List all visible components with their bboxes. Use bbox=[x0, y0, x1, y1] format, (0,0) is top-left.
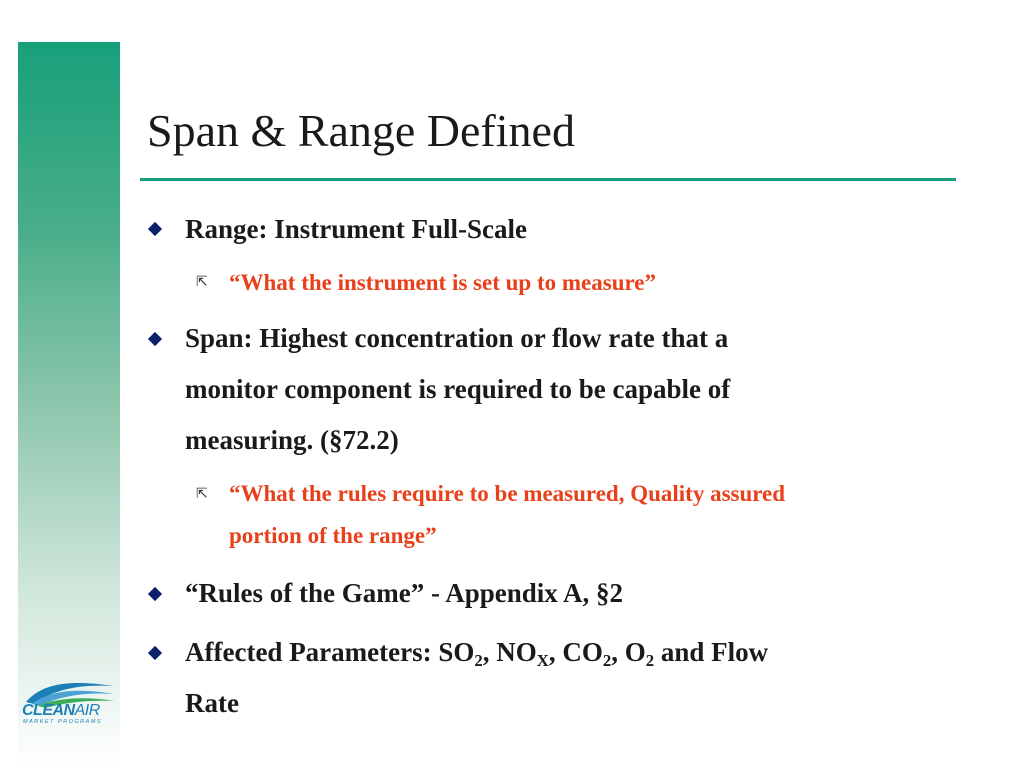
bullet-span-line2: monitor component is required to be capable of bbox=[185, 374, 731, 404]
diamond-icon bbox=[148, 646, 162, 660]
sub-bullet-span-line2: portion of the range” bbox=[229, 523, 437, 548]
logo-tagline: MARKET PROGRAMS bbox=[23, 719, 103, 725]
text-segment: and Flow bbox=[654, 637, 769, 667]
subscript: 2 bbox=[645, 651, 655, 671]
bullet-rules: “Rules of the Game” - Appendix A, §2 bbox=[185, 578, 624, 608]
text-segment: , CO bbox=[548, 637, 603, 667]
diamond-icon bbox=[148, 222, 162, 236]
diamond-icon bbox=[148, 587, 162, 601]
slide-title: Span & Range Defined bbox=[147, 105, 575, 156]
logo-clean: CLEAN bbox=[22, 702, 75, 719]
bullet-range: Range: Instrument Full-Scale bbox=[185, 214, 527, 244]
subscript: 2 bbox=[474, 651, 483, 671]
bullet-affected-parameters-line2: Rate bbox=[185, 688, 239, 718]
logo-air: AIR bbox=[74, 702, 100, 719]
sub-bullet-range: “What the instrument is set up to measure” bbox=[229, 270, 656, 295]
side-gradient-band bbox=[18, 42, 120, 768]
bullet-span-line3: measuring. (§72.2) bbox=[185, 425, 399, 455]
arrow-up-left-icon: ⇱ bbox=[196, 486, 208, 502]
subscript: X bbox=[536, 651, 549, 671]
title-divider bbox=[140, 178, 956, 181]
logo-wordmark bbox=[22, 702, 100, 720]
text-segment: , O bbox=[611, 637, 646, 667]
text-segment: , NO bbox=[482, 637, 537, 667]
sub-bullet-span-line1: “What the rules require to be measured, Quality assured bbox=[229, 481, 786, 506]
arrow-up-left-icon: ⇱ bbox=[196, 274, 208, 290]
bullet-span-line1: Span: Highest concentration or flow rate that a bbox=[185, 323, 729, 353]
subscript: 2 bbox=[602, 651, 612, 671]
text-segment: Affected Parameters: SO bbox=[185, 637, 475, 667]
bullet-affected-parameters bbox=[185, 627, 945, 678]
diamond-icon bbox=[148, 332, 162, 346]
